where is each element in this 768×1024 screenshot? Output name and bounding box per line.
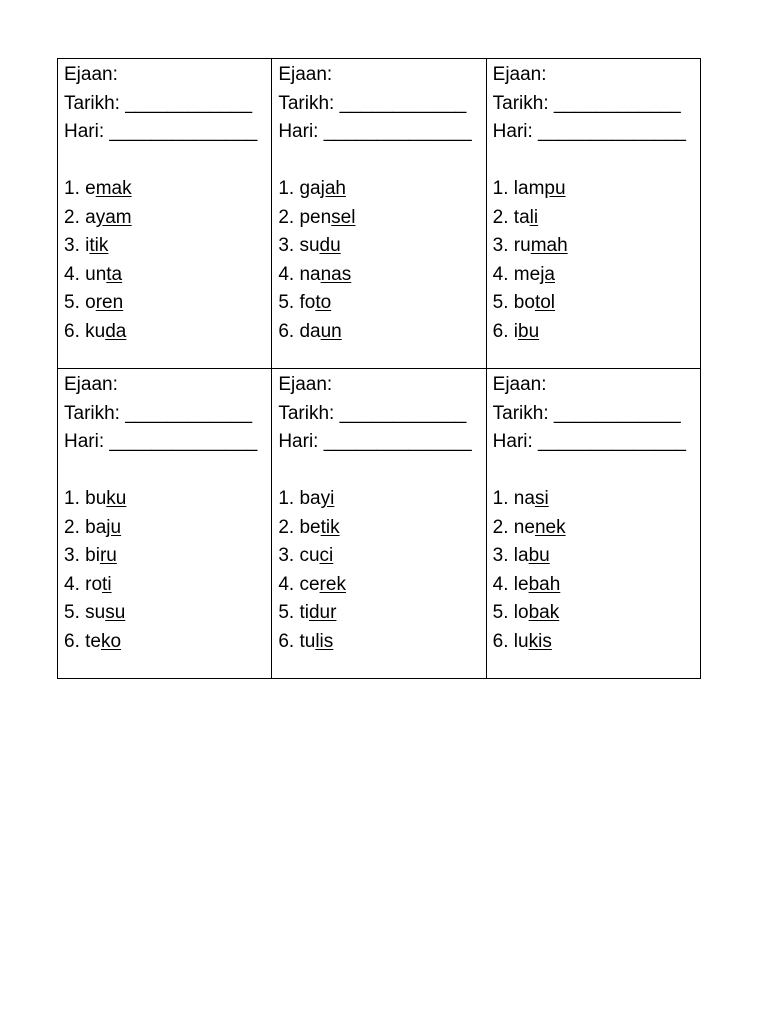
word-number: 6. [64,320,80,342]
word-underlined-syllable: ko [101,630,122,652]
word-prefix: bi [85,545,100,566]
word-prefix: bu [85,488,107,509]
word-number: 6. [278,320,295,342]
word-item [64,485,265,514]
word-underlined-syllable: li [529,206,539,228]
word-prefix: a [85,206,96,228]
word-prefix: o [85,292,96,313]
word-prefix: la [513,545,529,566]
word-prefix: su [85,602,106,623]
table-row [58,59,701,369]
spelling-cell [272,59,486,369]
word-underlined-syllable: nek [534,516,566,538]
word-prefix: bo [513,292,535,313]
word-underlined-syllable: dur [308,602,337,623]
word-prefix: ba [85,516,107,538]
word-number: 2. [64,516,80,538]
word-underlined-syllable: yi [320,488,335,509]
word-item [493,289,694,318]
tarikh-line: Tarikh: ____________ [492,402,681,424]
word-prefix: i [85,235,90,256]
hari-line: Hari: ______________ [64,121,258,142]
word-item [278,628,479,657]
hari-line: Hari: ______________ [64,431,258,452]
word-underlined-syllable: mah [530,235,568,256]
word-number: 2. [492,206,509,228]
word-number: 4. [492,573,509,595]
word-underlined-syllable: bah [528,573,561,595]
word-underlined-syllable: ti [102,573,112,595]
word-item [278,261,479,290]
word-prefix: na [513,488,535,509]
tarikh-line: Tarikh: ____________ [492,92,681,114]
word-underlined-syllable: tik [89,235,109,256]
word-number: 4. [64,573,80,595]
word-number: 1. [492,488,509,509]
word-item [278,542,479,571]
word-number: 3. [492,235,509,256]
tarikh-line: Tarikh: ____________ [278,92,467,114]
word-underlined-syllable: su [105,602,126,623]
ejaan-label: Ejaan: [492,374,547,395]
word-item [64,261,265,290]
spacer [64,147,265,176]
word-prefix: ku [85,320,106,342]
word-underlined-syllable: bu [528,545,550,566]
spacer [278,147,479,176]
word-prefix: un [85,263,107,285]
word-number: 2. [278,206,295,228]
word-underlined-syllable: ku [106,488,127,509]
word-prefix: me [513,263,541,285]
word-item [64,318,265,347]
word-underlined-syllable: yam [95,206,132,228]
ejaan-label: Ejaan: [278,374,333,395]
word-number: 5. [492,292,509,313]
tarikh-line: Tarikh: ____________ [64,402,253,424]
word-item [64,542,265,571]
spacer [64,457,265,486]
word-item [493,232,694,261]
word-prefix: fo [299,292,316,313]
word-item [64,232,265,261]
word-item [493,542,694,571]
word-number: 4. [492,263,509,285]
word-item [493,599,694,628]
word-item [493,261,694,290]
tarikh-line: Tarikh: ____________ [64,92,253,114]
word-number: 3. [278,545,295,566]
spelling-cell [486,369,700,679]
word-item [493,204,694,233]
word-number: 4. [278,573,295,595]
word-prefix: e [85,178,96,199]
word-number: 3. [64,545,80,566]
word-item [64,204,265,233]
word-item [278,599,479,628]
ejaan-label: Ejaan: [278,64,333,85]
word-underlined-syllable: tol [534,292,556,313]
word-prefix: ru [513,235,531,256]
spacer [278,457,479,486]
word-item [493,571,694,600]
word-number: 1. [492,178,509,199]
word-item [278,289,479,318]
word-number: 5. [278,602,295,623]
word-underlined-syllable: jah [320,178,346,199]
spacer [493,457,694,486]
word-prefix: ro [85,573,103,595]
word-number: 5. [64,602,80,623]
word-underlined-syllable: ru [99,545,117,566]
word-underlined-syllable: pu [544,178,566,199]
word-underlined-syllable: ta [106,263,123,285]
word-number: 6. [492,320,509,342]
word-number: 1. [64,178,80,199]
word-number: 1. [278,488,295,509]
word-prefix: ga [299,178,321,199]
word-underlined-syllable: du [319,235,341,256]
word-prefix: ne [513,516,535,538]
word-number: 2. [278,516,295,538]
word-prefix: le [513,573,529,595]
word-item [278,318,479,347]
word-number: 6. [492,630,509,652]
word-item [64,289,265,318]
word-underlined-syllable: tik [320,516,340,538]
word-item [64,599,265,628]
word-number: 4. [64,263,80,285]
word-underlined-syllable: ren [95,292,124,313]
hari-line: Hari: ______________ [278,121,472,142]
spelling-cell [58,59,272,369]
word-underlined-syllable: rek [319,573,346,595]
tarikh-line: Tarikh: ____________ [278,402,467,424]
spacer [493,147,694,176]
word-underlined-syllable: si [534,488,549,509]
word-prefix: te [85,630,101,652]
word-prefix: i [513,320,519,342]
word-prefix: pen [299,206,332,228]
ejaan-label: Ejaan: [492,64,547,85]
spelling-cell [486,59,700,369]
word-number: 1. [64,488,80,509]
word-underlined-syllable: kis [528,630,552,652]
word-underlined-syllable: bak [528,602,560,623]
word-item [64,514,265,543]
word-underlined-syllable: lis [315,630,334,652]
word-underlined-syllable: nas [320,263,352,285]
word-prefix: tu [299,630,316,652]
word-item [278,204,479,233]
word-prefix: lu [513,630,529,652]
word-number: 2. [492,516,509,538]
word-item [278,232,479,261]
spelling-table [57,58,701,679]
word-prefix: cu [299,545,320,566]
word-prefix: lo [513,602,529,623]
word-number: 6. [64,630,80,652]
word-number: 3. [278,235,295,256]
word-item [64,571,265,600]
ejaan-label: Ejaan: [64,64,118,85]
word-underlined-syllable: ju [106,516,122,538]
word-item [278,485,479,514]
word-item [278,571,479,600]
word-underlined-syllable: da [105,320,127,342]
word-item [493,628,694,657]
word-item [493,485,694,514]
word-number: 2. [64,206,80,228]
hari-line: Hari: ______________ [492,121,686,142]
word-underlined-syllable: to [315,292,332,313]
word-item [278,514,479,543]
word-item [493,514,694,543]
word-item [64,175,265,204]
word-underlined-syllable: bu [518,320,540,342]
word-underlined-syllable: un [320,320,342,342]
word-item [493,175,694,204]
word-underlined-syllable: sel [331,206,356,228]
spelling-cell [58,369,272,679]
word-prefix: su [299,235,320,256]
hari-line: Hari: ______________ [492,431,686,452]
word-prefix: ti [299,602,309,623]
word-item [64,628,265,657]
word-underlined-syllable: mak [95,178,132,199]
word-prefix: lam [513,178,545,199]
word-prefix: be [299,516,321,538]
hari-line: Hari: ______________ [278,431,472,452]
word-underlined-syllable: ci [319,545,334,566]
ejaan-label: Ejaan: [64,374,118,395]
word-prefix: da [299,320,321,342]
word-prefix: ba [299,488,321,509]
word-underlined-syllable: ja [540,263,555,285]
spelling-cell [272,369,486,679]
word-number: 6. [278,630,295,652]
word-number: 1. [278,178,295,199]
word-number: 5. [278,292,295,313]
word-number: 5. [492,602,509,623]
word-item [278,175,479,204]
word-item [493,318,694,347]
word-number: 4. [278,263,295,285]
word-prefix: ta [513,206,530,228]
table-row [58,369,701,679]
word-number: 5. [64,292,80,313]
word-prefix: ce [299,573,320,595]
word-prefix: na [299,263,321,285]
word-number: 3. [492,545,509,566]
word-number: 3. [64,235,80,256]
